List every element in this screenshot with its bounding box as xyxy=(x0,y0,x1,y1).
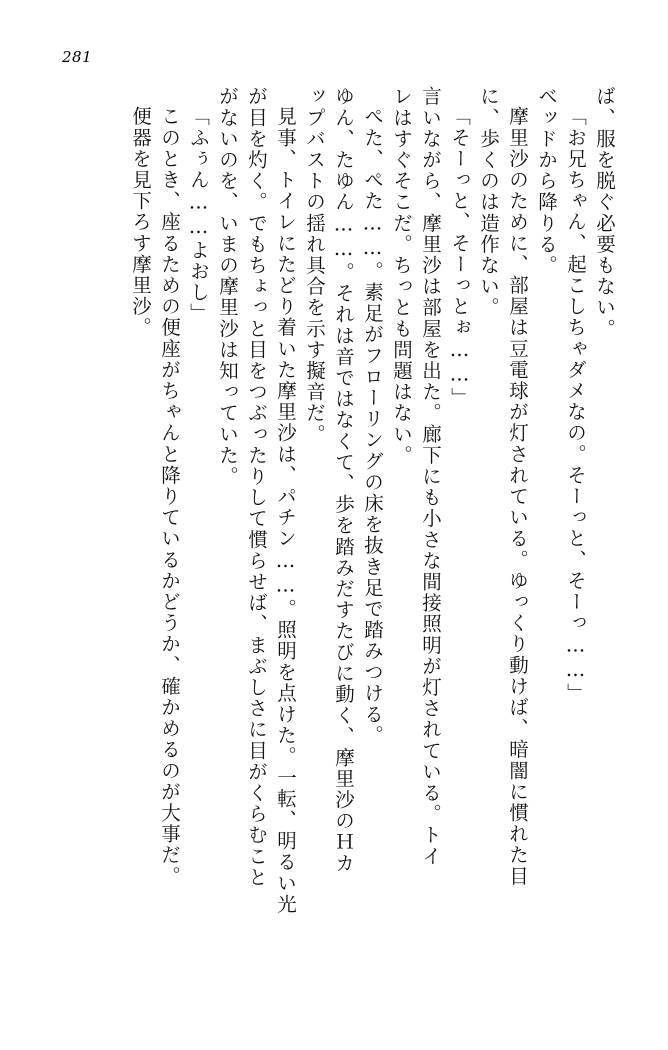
text-column: 「ふぅん……よおし」 xyxy=(187,106,210,324)
text-column: に、歩くのは造作ない。 xyxy=(477,86,500,319)
text-column: 摩里沙のために、部屋は豆電球が灯されている。ゆっくり動けば、暗闇に慣れた目 xyxy=(506,106,529,887)
text-column: がないのを、いまの摩里沙は知っていた。 xyxy=(216,86,239,487)
text-column: 言いながら、摩里沙は部屋を出た。廊下にも小さな間接照明が灯されている。トイ xyxy=(419,86,442,867)
text-column: このとき、座るための便座がちゃんと降りているかどうか、確かめるのが大事だ。 xyxy=(158,106,181,887)
text-column: ゆん、たゆん……。それは音ではなくて、歩を踏みだすたびに動く、摩里沙のＨカ xyxy=(332,86,355,874)
text-column: ぺた、ぺた……。素足がフローリングの床を抜き足で踏みつける。 xyxy=(361,106,384,746)
text-column: 「お兄ちゃん、起こしちゃダメなの。そーっと、そーっ……」 xyxy=(564,106,587,704)
text-column: 「そーっと、そーっとぉ……」 xyxy=(448,106,471,409)
text-column: 見事、トイレにたどり着いた摩里沙は、パチン……。照明を点けた。一転、明るい光 xyxy=(274,106,297,915)
text-column: ップバストの揺れ具合を示す擬音だ。 xyxy=(303,86,326,445)
vertical-text-block xyxy=(44,86,614,1006)
text-column: が目を灼く。でもちょっと目をつぶったりして慣らせば、まぶしさに目がくらむこと xyxy=(245,86,268,888)
text-column: ベッドから降りる。 xyxy=(535,86,558,276)
text-column: レはすぐそこだ。ちっとも問題はない。 xyxy=(390,86,413,466)
text-column: 便器を見下ろす摩里沙。 xyxy=(129,106,152,339)
text-column: ば、服を脱ぐ必要もない。 xyxy=(593,86,616,340)
page-number: 281 xyxy=(62,48,93,66)
